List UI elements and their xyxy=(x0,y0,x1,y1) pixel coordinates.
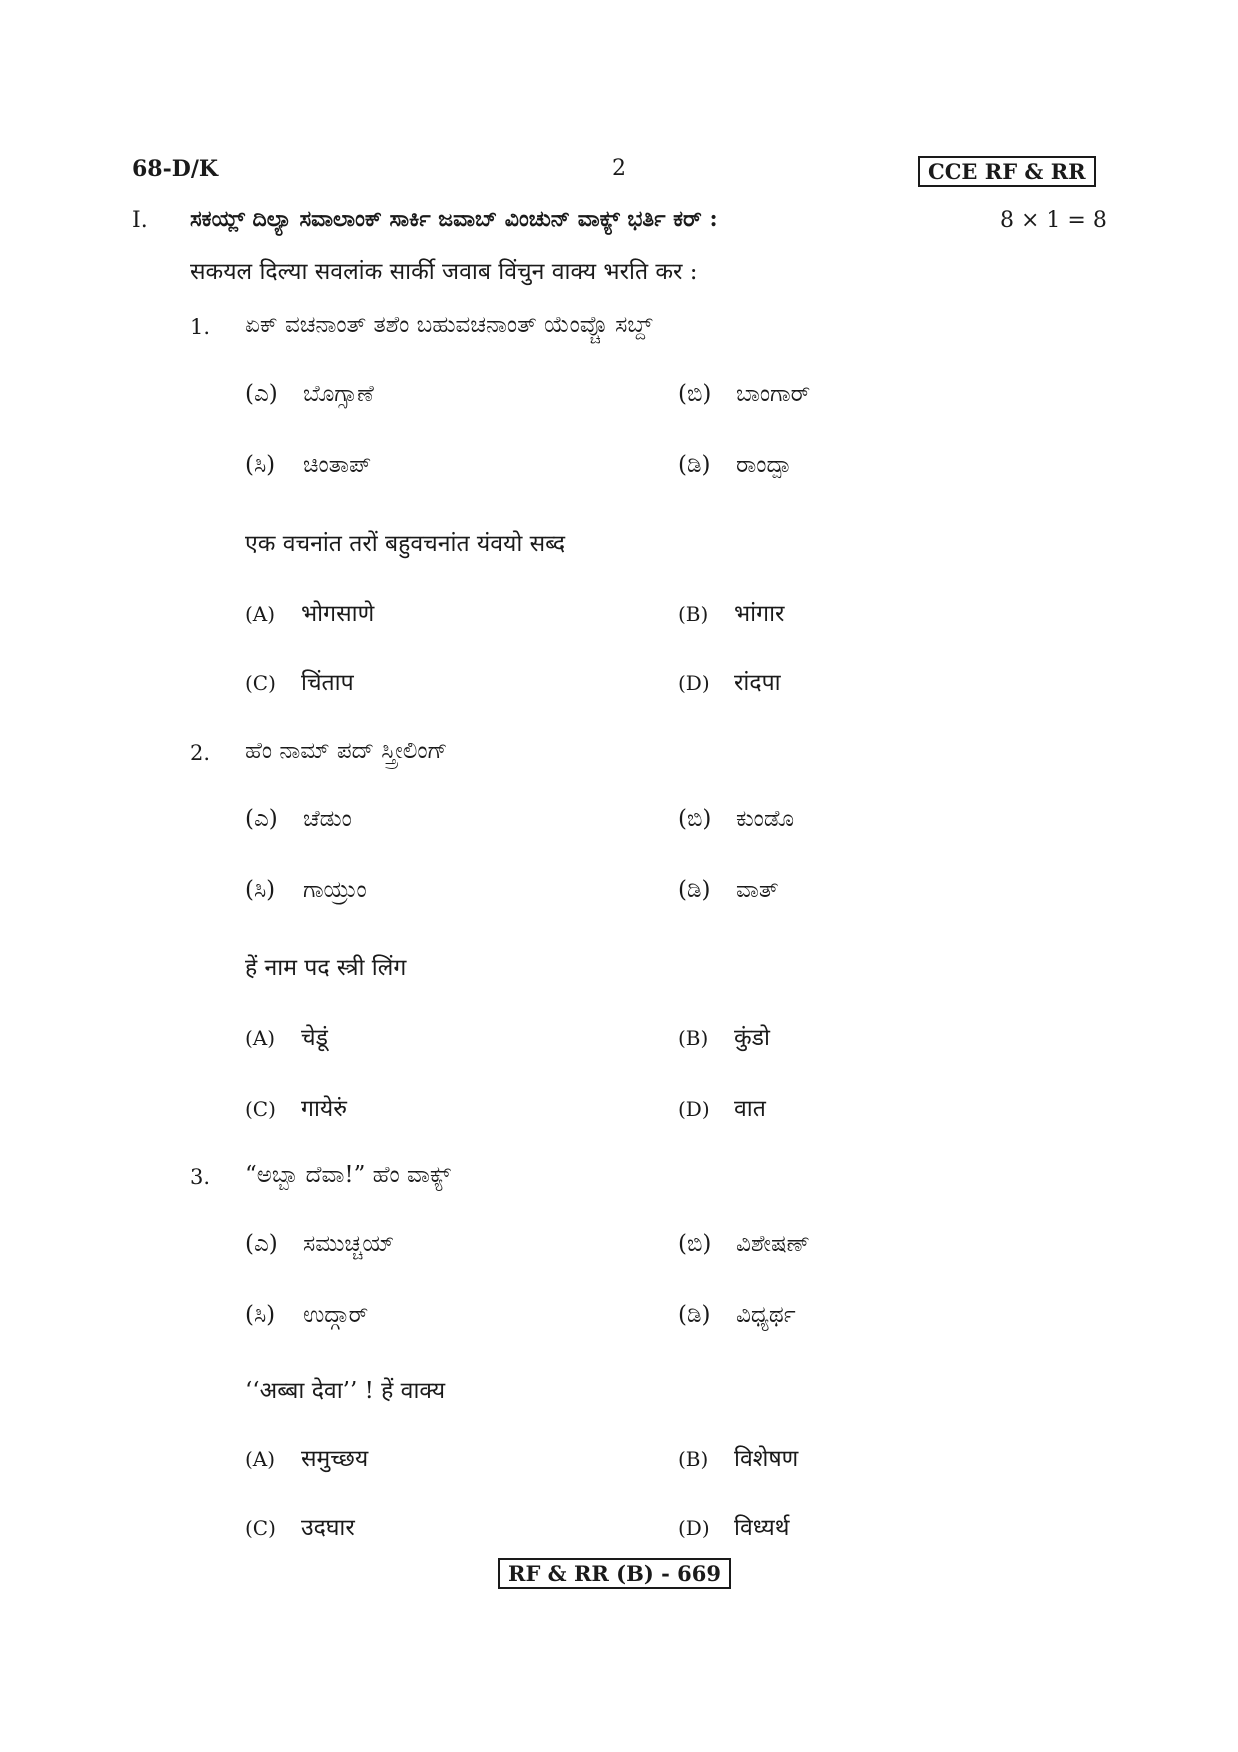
option-text: विध्यर्थ xyxy=(734,1515,790,1541)
option-text: वात xyxy=(734,1096,766,1122)
option-label: (ಸಿ) xyxy=(245,1302,276,1328)
option-text: ಚೆಡುಂ xyxy=(303,806,352,832)
option-text: ಉದ್ಗಾರ್ xyxy=(303,1302,369,1328)
option-text: भांगार xyxy=(734,601,785,627)
option-label: (ಸಿ) xyxy=(245,452,276,478)
option-text: ಬೊಗ್ಸಾಣೆ xyxy=(303,381,374,407)
option-label: (ಬಿ) xyxy=(678,806,712,832)
question-devanagari: हें नाम पद स्त्री लिंग xyxy=(245,955,407,981)
option-kannada-a xyxy=(245,1231,394,1257)
option-devanagari-d xyxy=(678,1091,766,1123)
option-kannada-a xyxy=(245,806,352,832)
option-devanagari-c xyxy=(245,665,354,697)
page-number: 2 xyxy=(612,156,626,181)
instruction-devanagari: सकयल दिल्या सवलांक सार्की जवाब विंचुन वाक्य भरति कर : xyxy=(190,259,698,285)
option-devanagari-d xyxy=(678,1510,789,1542)
option-text: ಸಮುಚ್ಚಯ್ xyxy=(303,1231,395,1257)
option-text: भोगसाणे xyxy=(301,601,375,627)
option-text: ವಾತ್ xyxy=(736,877,779,903)
option-text: ರಾಂದ್ಪಾ xyxy=(736,452,792,478)
option-label: (A) xyxy=(245,1026,276,1050)
option-devanagari-a xyxy=(245,1441,368,1473)
option-label: (A) xyxy=(245,602,276,626)
question-devanagari: ‘‘अब्बा देवा’’ ! हें वाक्य xyxy=(245,1378,446,1404)
option-text: चेडूं xyxy=(301,1025,328,1051)
option-kannada-b xyxy=(678,381,810,407)
option-text: ಗಾಯ್ರುಂ xyxy=(303,877,367,903)
exam-badge: CCE RF & RR xyxy=(918,156,1096,187)
option-label: (ಬಿ) xyxy=(678,381,712,407)
option-devanagari-a xyxy=(245,1020,328,1052)
option-kannada-d xyxy=(678,1302,796,1328)
option-text: ಚಿಂತಾಪ್ xyxy=(303,452,372,478)
option-kannada-b xyxy=(678,1231,810,1257)
option-label: (C) xyxy=(245,671,276,695)
option-text: ಕುಂಡೊ xyxy=(736,806,795,832)
option-text: ವಿಧ್ಯರ್ಥ xyxy=(736,1302,796,1328)
option-text: गायेरुं xyxy=(301,1096,347,1122)
option-kannada-c xyxy=(245,877,367,903)
option-label: (B) xyxy=(678,1447,709,1471)
section-number: I. xyxy=(132,208,148,233)
question-number: 3. xyxy=(190,1165,211,1189)
option-kannada-a xyxy=(245,381,374,407)
option-devanagari-b xyxy=(678,596,784,628)
section-marks: 8 × 1 = 8 xyxy=(1000,208,1107,233)
question-number: 2. xyxy=(190,741,211,765)
option-label: (B) xyxy=(678,1026,709,1050)
option-text: चिंताप xyxy=(301,670,354,696)
option-text: विशेषण xyxy=(734,1446,799,1472)
option-label: (D) xyxy=(678,1097,710,1121)
question-kannada: ಹೆಂ ನಾಮ್ ಪದ್ ಸ್ತ್ರೀಲಿಂಗ್ xyxy=(245,738,448,764)
option-label: (D) xyxy=(678,671,710,695)
option-label: (C) xyxy=(245,1516,276,1540)
option-label: (ಡಿ) xyxy=(678,452,711,478)
option-label: (ಎ) xyxy=(245,1231,278,1257)
option-devanagari-c xyxy=(245,1510,355,1542)
question-devanagari: एक वचनांत तरों बहुवचनांत यंवयो सब्द xyxy=(245,531,566,557)
option-devanagari-a xyxy=(245,596,374,628)
option-kannada-b xyxy=(678,806,794,832)
option-kannada-c xyxy=(245,452,371,478)
option-kannada-d xyxy=(678,452,791,478)
option-label: (A) xyxy=(245,1447,276,1471)
instruction-kannada: ಸಕಯ್ಲ್ ದಿಲ್ಯಾ ಸವಾಲಾಂಕ್ ಸಾರ್ಕಿ ಜವಾಬ್ ವಿಂಚುನ್ ವಾಕ್ಯ್ ಭರ್ತಿ ಕರ್ : xyxy=(190,206,718,232)
option-label: (ಬಿ) xyxy=(678,1231,712,1257)
option-devanagari-b xyxy=(678,1441,798,1473)
footer-code: RF & RR (B) - 669 xyxy=(498,1558,731,1589)
option-text: रांदपा xyxy=(734,670,781,696)
question-kannada: “ಅಬ್ಬಾ ದೆವಾ!” ಹೆಂ ವಾಕ್ಯ್ xyxy=(245,1162,451,1188)
option-devanagari-d xyxy=(678,665,781,697)
option-text: ವಿಶೇಷಣ್ xyxy=(736,1231,810,1257)
option-kannada-d xyxy=(678,877,779,903)
question-kannada: ಏಕ್ ವಚನಾಂತ್ ತಶೆಂ ಬಹುವಚನಾಂತ್ ಯೆಂವ್ಚೊ ಸಬ್ದ್ xyxy=(245,312,653,338)
option-label: (ಎ) xyxy=(245,381,278,407)
option-text: उदघार xyxy=(301,1515,355,1541)
paper-code: 68-D/K xyxy=(132,156,218,182)
option-label: (B) xyxy=(678,602,709,626)
option-text: ಬಾಂಗಾರ್ xyxy=(736,381,811,407)
option-kannada-c xyxy=(245,1302,368,1328)
option-text: कुंडो xyxy=(734,1025,770,1051)
option-label: (ಎ) xyxy=(245,806,278,832)
question-number: 1. xyxy=(190,315,211,339)
option-devanagari-b xyxy=(678,1020,770,1052)
option-label: (ಡಿ) xyxy=(678,877,711,903)
option-devanagari-c xyxy=(245,1091,347,1123)
option-label: (ಸಿ) xyxy=(245,877,276,903)
option-label: (C) xyxy=(245,1097,276,1121)
option-text: समुच्छय xyxy=(301,1446,369,1472)
option-label: (ಡಿ) xyxy=(678,1302,711,1328)
option-label: (D) xyxy=(678,1516,710,1540)
